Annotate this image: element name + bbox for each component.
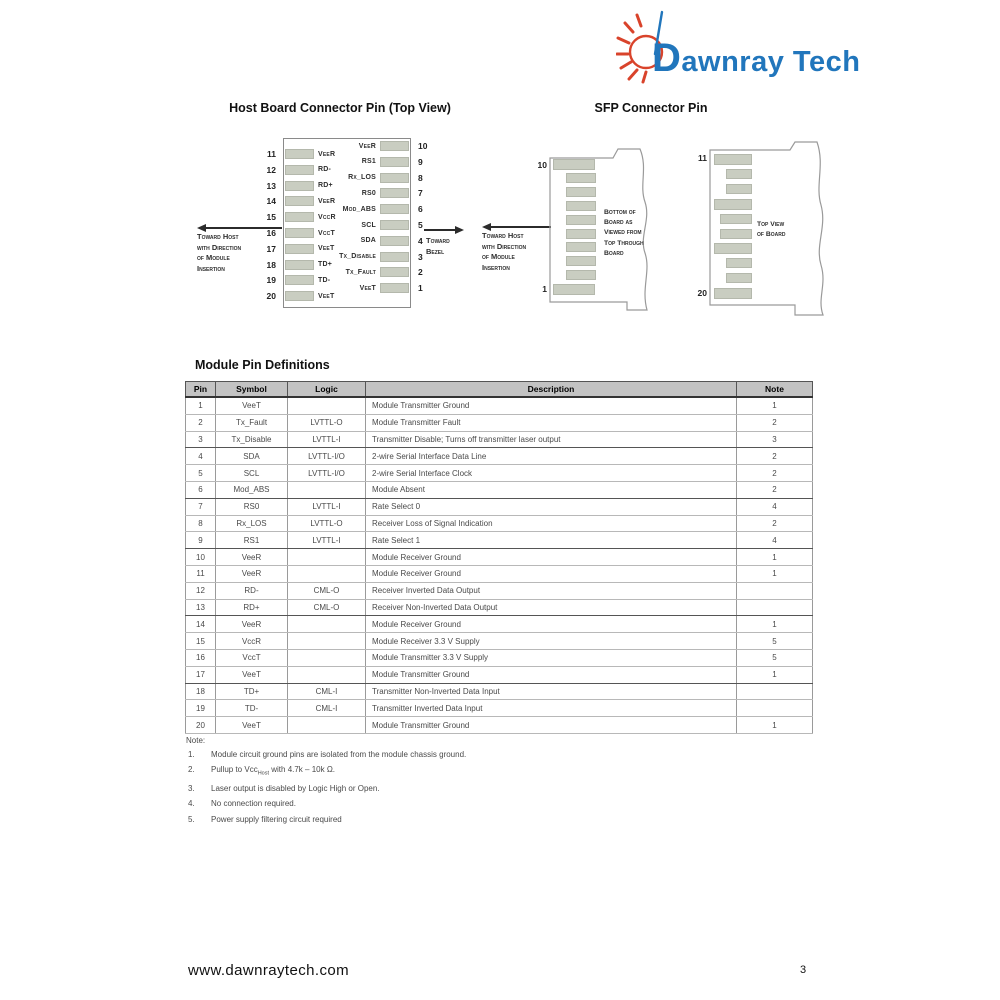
caption-line: of Module [197,253,230,262]
table-row [186,515,813,532]
table-cell [288,666,366,683]
host-left-pin-label: VccR [318,213,336,221]
table-cell: Receiver Loss of Signal Indication [366,515,737,532]
note-text: Module circuit ground pins are isolated from the module chassis ground. [211,750,467,759]
host-left-pin-number: 18 [266,259,276,270]
host-left-pin-number: 12 [266,164,276,175]
table-row [186,397,813,414]
sfp-top-board-pad [714,154,752,165]
table-cell: VeeT [216,717,288,734]
note-text: Laser output is disabled by Logic High or Open. [211,783,380,793]
caption-line: with Direction [482,241,527,251]
table-cell: 5 [737,649,813,666]
host-left-pin-label: RD- [318,166,332,174]
table-row [186,599,813,616]
table-cell: 4 [737,532,813,549]
table-cell: CML-I [288,683,366,700]
host-right-pin-label: SDA [360,237,376,245]
table-cell: 5 [737,633,813,650]
table-cell: 2-wire Serial Interface Clock [366,465,737,482]
pin-definitions-table [185,381,813,734]
note-item [186,815,806,824]
host-diagram-title: Host Board Connector Pin (Top View) [229,101,451,115]
host-right-pin-number: 4 [418,235,423,246]
table-cell: TD- [216,700,288,717]
table-cell: 1 [737,616,813,633]
table-cell: 4 [737,498,813,515]
table-row [186,700,813,717]
table-row [186,683,813,700]
table-row [186,448,813,465]
table-cell: 2 [737,465,813,482]
sfp-bottom-board-pad [566,201,596,211]
table-cell: 9 [186,532,216,549]
table-cell: CML-O [288,599,366,616]
table-cell: Transmitter Disable; Turns off transmitter laser output [366,431,737,448]
table-cell: Module Receiver Ground [366,549,737,566]
table-cell: Module Transmitter Ground [366,397,737,414]
host-right-pad [380,141,409,151]
table-cell [737,599,813,616]
sfp-top-board-pad [726,258,752,268]
table-cell: 2 [737,515,813,532]
table-cell: 15 [186,633,216,650]
table-cell: CML-I [288,700,366,717]
table-cell: 7 [186,498,216,515]
table-cell: Rx_LOS [216,515,288,532]
notes-label: Note: [186,736,206,745]
table-cell: LVTTL-I [288,498,366,515]
host-left-pin-label: VccT [318,229,335,237]
host-right-pin-number: 3 [418,251,423,262]
arrow-right-icon [455,226,464,234]
host-left-pin-label: RD+ [318,182,333,190]
caption-line: of Module [482,252,515,261]
host-left-pin-number: 16 [266,228,276,238]
sfp-top-board-pad [720,229,752,239]
host-left-pin-label: TD- [318,276,331,284]
table-cell: RD- [216,582,288,599]
table-cell: 14 [186,616,216,633]
table-cell [288,397,366,414]
sfp-bottom-board-bottom-pin: 1 [542,284,547,294]
table-row [186,498,813,515]
table-cell: RS1 [216,532,288,549]
table-cell: VeeR [216,565,288,582]
host-right-pin-label: VeeT [359,284,376,292]
host-right-pad [380,236,409,246]
column-header: Pin [186,382,216,398]
table-cell: 2 [186,414,216,431]
table-cell: 1 [737,666,813,683]
table-cell: 6 [186,481,216,498]
caption-line: Toward Host [482,231,524,240]
host-left-pin-label: VeeR [318,197,336,205]
table-cell: LVTTL-I/O [288,448,366,465]
note-item [186,765,806,777]
caption-line: Board [604,249,624,257]
table-row [186,431,813,448]
table-cell: 1 [737,397,813,414]
table-row [186,565,813,582]
host-left-pad [285,291,314,301]
sfp-bottom-board-pad [566,187,596,197]
sfp-bottom-board-pad [566,242,596,252]
host-right-pin-label: RS1 [361,158,376,166]
table-cell: VccR [216,633,288,650]
table-row [186,481,813,498]
caption-line: of Board [757,231,786,239]
caption-line: Bottom of [604,209,636,216]
host-left-pin-number: 14 [266,196,276,207]
host-right-pin-label: Rx_LOS [348,174,376,182]
caption-line: Board as [604,219,633,227]
table-cell: Module Transmitter Fault [366,414,737,431]
table-cell [737,683,813,700]
table-cell: Module Receiver 3.3 V Supply [366,633,737,650]
caption-line: Toward [426,236,450,245]
table-cell: 2-wire Serial Interface Data Line [366,448,737,465]
table-cell: 20 [186,717,216,734]
host-right-pad [380,157,409,167]
note-number: 3. [188,783,195,793]
host-left-pin-number: 15 [266,212,276,223]
sfp-top-board-bottom-pin: 20 [697,288,707,298]
host-left-pin-label: VeeT [318,292,335,300]
sfp-bottom-board-caption [604,208,676,259]
host-left-pin-number: 11 [267,149,276,159]
sfp-bottom-board-pad [566,229,596,239]
table-cell: 16 [186,649,216,666]
caption-line: Viewed from [604,229,642,237]
sfp-top-board-pad [714,199,752,210]
host-right-pad [380,267,409,277]
note-number: 4. [188,799,195,809]
note-item [186,799,806,808]
notes-section [186,736,806,830]
caption-line: with Direction [197,242,242,252]
host-left-pin-label: TD+ [318,261,333,269]
note-number: 5. [188,814,195,824]
table-cell: 5 [186,465,216,482]
table-cell: RS0 [216,498,288,515]
table-cell [288,717,366,734]
host-right-pin-number: 5 [418,220,423,230]
host-right-pin-label: VeeR [358,142,376,150]
table-cell: Transmitter Inverted Data Input [366,700,737,717]
table-cell: RD+ [216,599,288,616]
table-cell: Module Receiver Ground [366,565,737,582]
caption-line: Bezel [426,246,445,256]
table-cell: 11 [186,565,216,582]
host-right-pad [380,204,409,214]
host-left-pin-number: 17 [266,243,276,254]
table-cell: VeeT [216,666,288,683]
table-cell: LVTTL-O [288,414,366,431]
table-cell: 12 [186,582,216,599]
subscript-text: Host [257,771,270,778]
caption-line: Top View [757,221,785,228]
table-cell: 2 [737,448,813,465]
footer-url: www.dawnraytech.com [188,962,349,979]
host-right-pin-number: 2 [418,267,423,278]
host-right-pin-label: RS0 [361,189,376,197]
table-cell: Module Transmitter Ground [366,717,737,734]
table-header [186,382,813,398]
logo-initial: D [652,36,682,80]
table-title: Module Pin Definitions [195,358,330,372]
table-cell [288,649,366,666]
table-cell [288,633,366,650]
table-cell: Receiver Inverted Data Output [366,582,737,599]
sfp-bottom-board-top-pin: 10 [537,160,547,170]
table-cell: Rate Select 0 [366,498,737,515]
sfp-top-board-pad [720,214,752,224]
sfp-bottom-board-pad [566,215,596,225]
note-number: 2. [188,765,195,775]
logo-wordmark [652,36,860,81]
host-right-pad [380,220,409,230]
note-item [186,784,806,793]
table-cell: 8 [186,515,216,532]
table-cell [288,616,366,633]
notes-list [186,750,806,824]
host-right-pin-number: 9 [418,156,423,167]
note-text: Power supply filtering circuit required [211,814,342,824]
table-cell: 13 [186,599,216,616]
host-right-pin-number: 8 [418,172,423,183]
host-right-pin-number: 6 [418,204,423,215]
sfp-top-board-pad [714,288,752,299]
table-cell: CML-O [288,582,366,599]
table-row [186,616,813,633]
table-row [186,414,813,431]
host-right-pad [380,283,409,293]
table-cell: VccT [216,649,288,666]
host-right-pad [380,173,409,183]
sfp-top-board-top-pin: 11 [698,153,707,163]
host-left-pin-label: VeeT [318,245,335,253]
table-cell: Module Transmitter 3.3 V Supply [366,649,737,666]
table-cell [737,700,813,717]
arrow-left-icon [482,223,491,231]
table-cell: VeeT [216,397,288,414]
table-cell: 2 [737,414,813,431]
table-cell: SCL [216,465,288,482]
caption-line: Insertion [482,262,510,272]
host-right-pin-label: Mod_ABS [342,205,376,213]
table-row [186,549,813,566]
table-row [186,649,813,666]
table-cell: VeeR [216,549,288,566]
table-cell: Tx_Fault [216,414,288,431]
sfp-diagram-title: SFP Connector Pin [594,101,708,115]
host-left-pin-number: 19 [266,275,276,286]
host-right-pin-number: 10 [418,141,428,151]
sfp-top-board-pad [714,243,752,254]
sfp-bottom-board-pad [566,173,596,183]
table-cell: Transmitter Non-Inverted Data Input [366,683,737,700]
table-cell: Rate Select 1 [366,532,737,549]
table-cell: VeeR [216,616,288,633]
column-header: Logic [288,382,366,398]
sfp-bottom-board-pad [553,284,595,295]
host-right-pin-number: 1 [418,283,423,294]
host-right-pad [380,188,409,198]
table-cell: TD+ [216,683,288,700]
sfp-bottom-board-pad [553,159,595,170]
table-cell: 2 [737,481,813,498]
table-cell: 18 [186,683,216,700]
table-cell: 4 [186,448,216,465]
table-cell [288,549,366,566]
column-header: Note [737,382,813,398]
table-cell [288,565,366,582]
table-cell [288,481,366,498]
caption-line: Toward Host [197,232,239,241]
host-right-pin-label: Tx_Fault [345,268,376,276]
table-cell: 3 [737,431,813,448]
note-text: No connection required. [211,799,296,809]
host-left-pin-label: VeeR [318,150,336,158]
table-cell: 17 [186,666,216,683]
table-cell: 19 [186,700,216,717]
table-cell: Receiver Non-Inverted Data Output [366,599,737,616]
sfp-top-board-pad [726,169,752,179]
sfp-bottom-board-pad [566,270,596,280]
host-right-pin-label: Tx_Disable [339,253,376,261]
page-number: 3 [800,964,807,976]
table-row [186,582,813,599]
table-cell: 1 [737,565,813,582]
table-cell: 1 [737,549,813,566]
host-right-pin-number: 7 [418,188,423,199]
table-row [186,717,813,734]
table-cell: LVTTL-I [288,532,366,549]
table-cell: 1 [737,717,813,734]
table-cell: SDA [216,448,288,465]
table-cell: Mod_ABS [216,481,288,498]
caption-line: Insertion [197,263,225,273]
table-cell: 10 [186,549,216,566]
host-right-pad [380,252,409,262]
table-cell: 1 [186,397,216,414]
host-right-pin-label: SCL [361,221,376,229]
table-cell: 3 [186,431,216,448]
table-cell: Tx_Disable [216,431,288,448]
column-header: Symbol [216,382,288,398]
table-cell [737,582,813,599]
table-cell: Module Absent [366,481,737,498]
table-cell: Module Transmitter Ground [366,666,737,683]
note-number: 1. [188,750,195,759]
column-header: Description [366,382,737,398]
table-cell: Module Receiver Ground [366,616,737,633]
table-row [186,532,813,549]
sfp-top-board-pad [726,273,752,283]
arrow-left-icon [197,224,206,232]
table-cell: LVTTL-I [288,431,366,448]
table-cell: LVTTL-O [288,515,366,532]
logo-rest: awnray Tech [681,46,861,78]
table-row [186,633,813,650]
host-left-pin-number: 13 [266,180,276,191]
note-item [186,750,806,759]
table-row [186,666,813,683]
sfp-top-board-caption [757,220,817,240]
company-logo [616,10,861,88]
sfp-top-board-pad [726,184,752,194]
sfp-bottom-board-pad [566,256,596,266]
table-row [186,465,813,482]
note-text: Pullup to Vcc$_{Host}$ with 4.7k – 10k Ω. [211,765,336,778]
host-left-pin-number: 20 [266,291,276,302]
table-cell: LVTTL-I/O [288,465,366,482]
caption-line: Top Through [604,239,644,247]
